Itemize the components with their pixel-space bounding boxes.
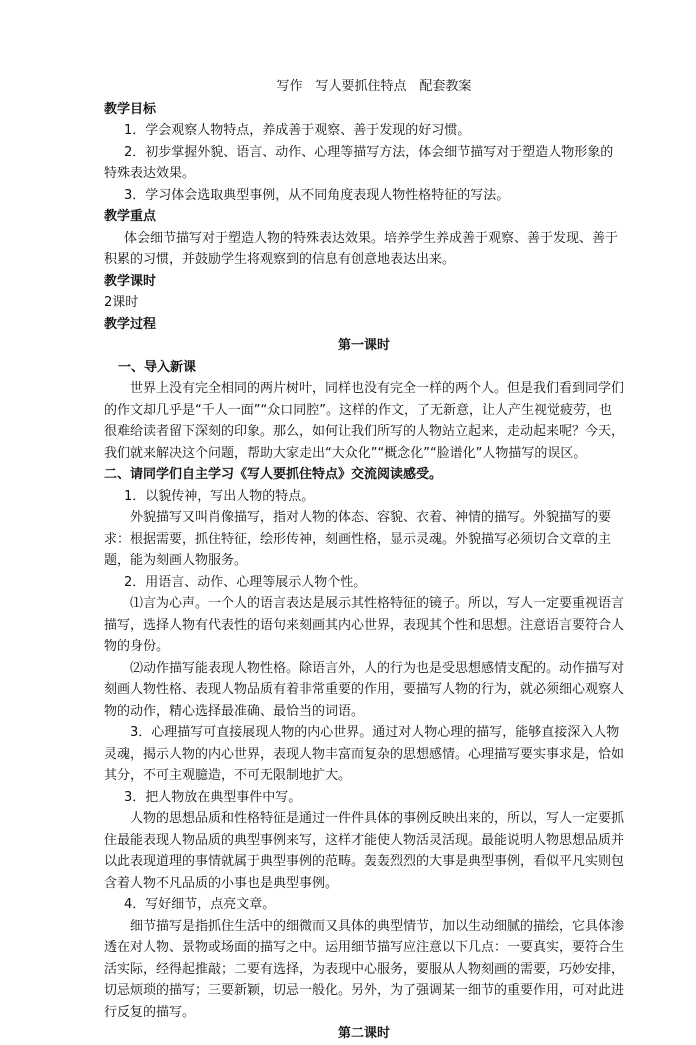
point-1-title: 1．以貌传神，写出人物的特点。 [124,488,315,504]
point-2-sub-2: ⑵动作描写能表现人物性格。除语言外，人的行为也是受思想感情支配的。动作描写对刻画人物性格、表现人物品质有着非常重要的作用，要描写人物的行为，就必须细心观察人物的动作，精心选择最准确、最恰当的词语。 [104,660,625,719]
point-1-text: 外貌描写又叫肖像描写，指对人物的体态、容貌、衣着、神情的描写。外貌描写的要求：根据需要，抓住特征，绘形传神，刻画性格，显示灵魂。外貌描写必须切合文章的主题，能为刻画人物服务。 [104,510,612,568]
goal-item-3: 3．学习体会选取典型事例，从不同角度表现人物性格特征的写法。 [124,187,510,203]
goals-heading: 教学目标 [104,101,157,117]
point-5-title: 4．写好细节，点亮文章。 [124,897,276,912]
goal-item-1: 1．学会观察人物特点，养成善于观察、善于发现的好习惯。 [124,123,471,138]
section-2-heading: 二、请同学们自主学习《写人要抓住特点》交流阅读感受。 [104,467,443,482]
point-2-title: 2．用语言、动作、心理等展示人物个性。 [124,574,367,590]
point-3-text: 3．心理描写可直接展现人物的内心世界。通过对人物心理的描写，能够直接深入人物灵魂，揭示人物的内心世界，表现人物丰富而复杂的思想感情。心理描写要实事求是，恰如其分，不可主观臆造，不可无限制地扩大。 [104,725,625,783]
section-1-heading: 一、导入新课 [118,359,197,375]
lesson-1-heading: 第一课时 [337,338,390,353]
point-4-title: 3．把人物放在典型事件中写。 [124,789,302,805]
point-2-sub-1: ⑴言为心声。一个人的语言表达是展示其性格特征的镜子。所以，写人一定要重视语言描写，选择人物有代表性的语句来刻画其内心世界，表现其个性和思想。注意语言要符合人物的身份。 [104,596,625,654]
document-title: 写作 写人要抓住特点 配套教案 [276,79,472,94]
point-4-text: 人物的思想品质和性格特征是通过一件件具体的事例反映出来的，所以，写人一定要抓住最能表现人物品质的典型事例来写，这样才能使人物活灵活现。最能说明人物思想品质并以此表现道理的事情就属于典型事例的范畴。轰轰烈烈的大事是典型事例，看似平凡实则包含着人物不凡品质的小事也是典型事例。 [104,811,625,891]
goal-item-2: 2．初步掌握外貌、语言、动作、心理等描写方法，体会细节描写对于塑造人物形象的特殊表达效果。 [104,144,614,181]
hours-text: 2课时 [104,295,139,310]
lesson-2-heading: 第二课时 [337,1026,390,1041]
hours-heading: 教学课时 [104,273,157,289]
process-heading: 教学过程 [104,316,157,332]
focus-text: 体会细节描写对于塑造人物的特殊表达效果。培养学生养成善于观察、善于发现、善于积累的习惯，并鼓励学生将观察到的信息有创意地表达出来。 [104,230,619,267]
section-1-text: 世界上没有完全相同的两片树叶，同样也没有完全一样的两个人。但是我们看到同学们的作文却几乎是“千人一面”“众口同腔”。这样的作文，了无新意，让人产生视觉疲劳，也很难给读者留下深刻的印象。那么，如何让我们所写的人物站立起来，走动起来呢？今天，我们就来解决这个问题，帮助大家走出“大众化”“概念化”“脸谱化”人物描写的误区。 [104,381,625,461]
focus-heading: 教学重点 [104,209,157,224]
point-5-text: 细节描写是指抓住生活中的细微而又具体的典型情节，加以生动细腻的描绘，它具体渗透在对人物、景物或场面的描写之中。运用细节描写应注意以下几点：一要真实，要符合生活实际，经得起推敲；二要有选择，为表现中心服务，要服从人物刻画的需要，巧妙安排，切忌烦琐的描写；三要新颖，切忌一般化。另外，为了强调某一细节的重要作用，可对此进行反复的描写。 [104,918,625,1020]
